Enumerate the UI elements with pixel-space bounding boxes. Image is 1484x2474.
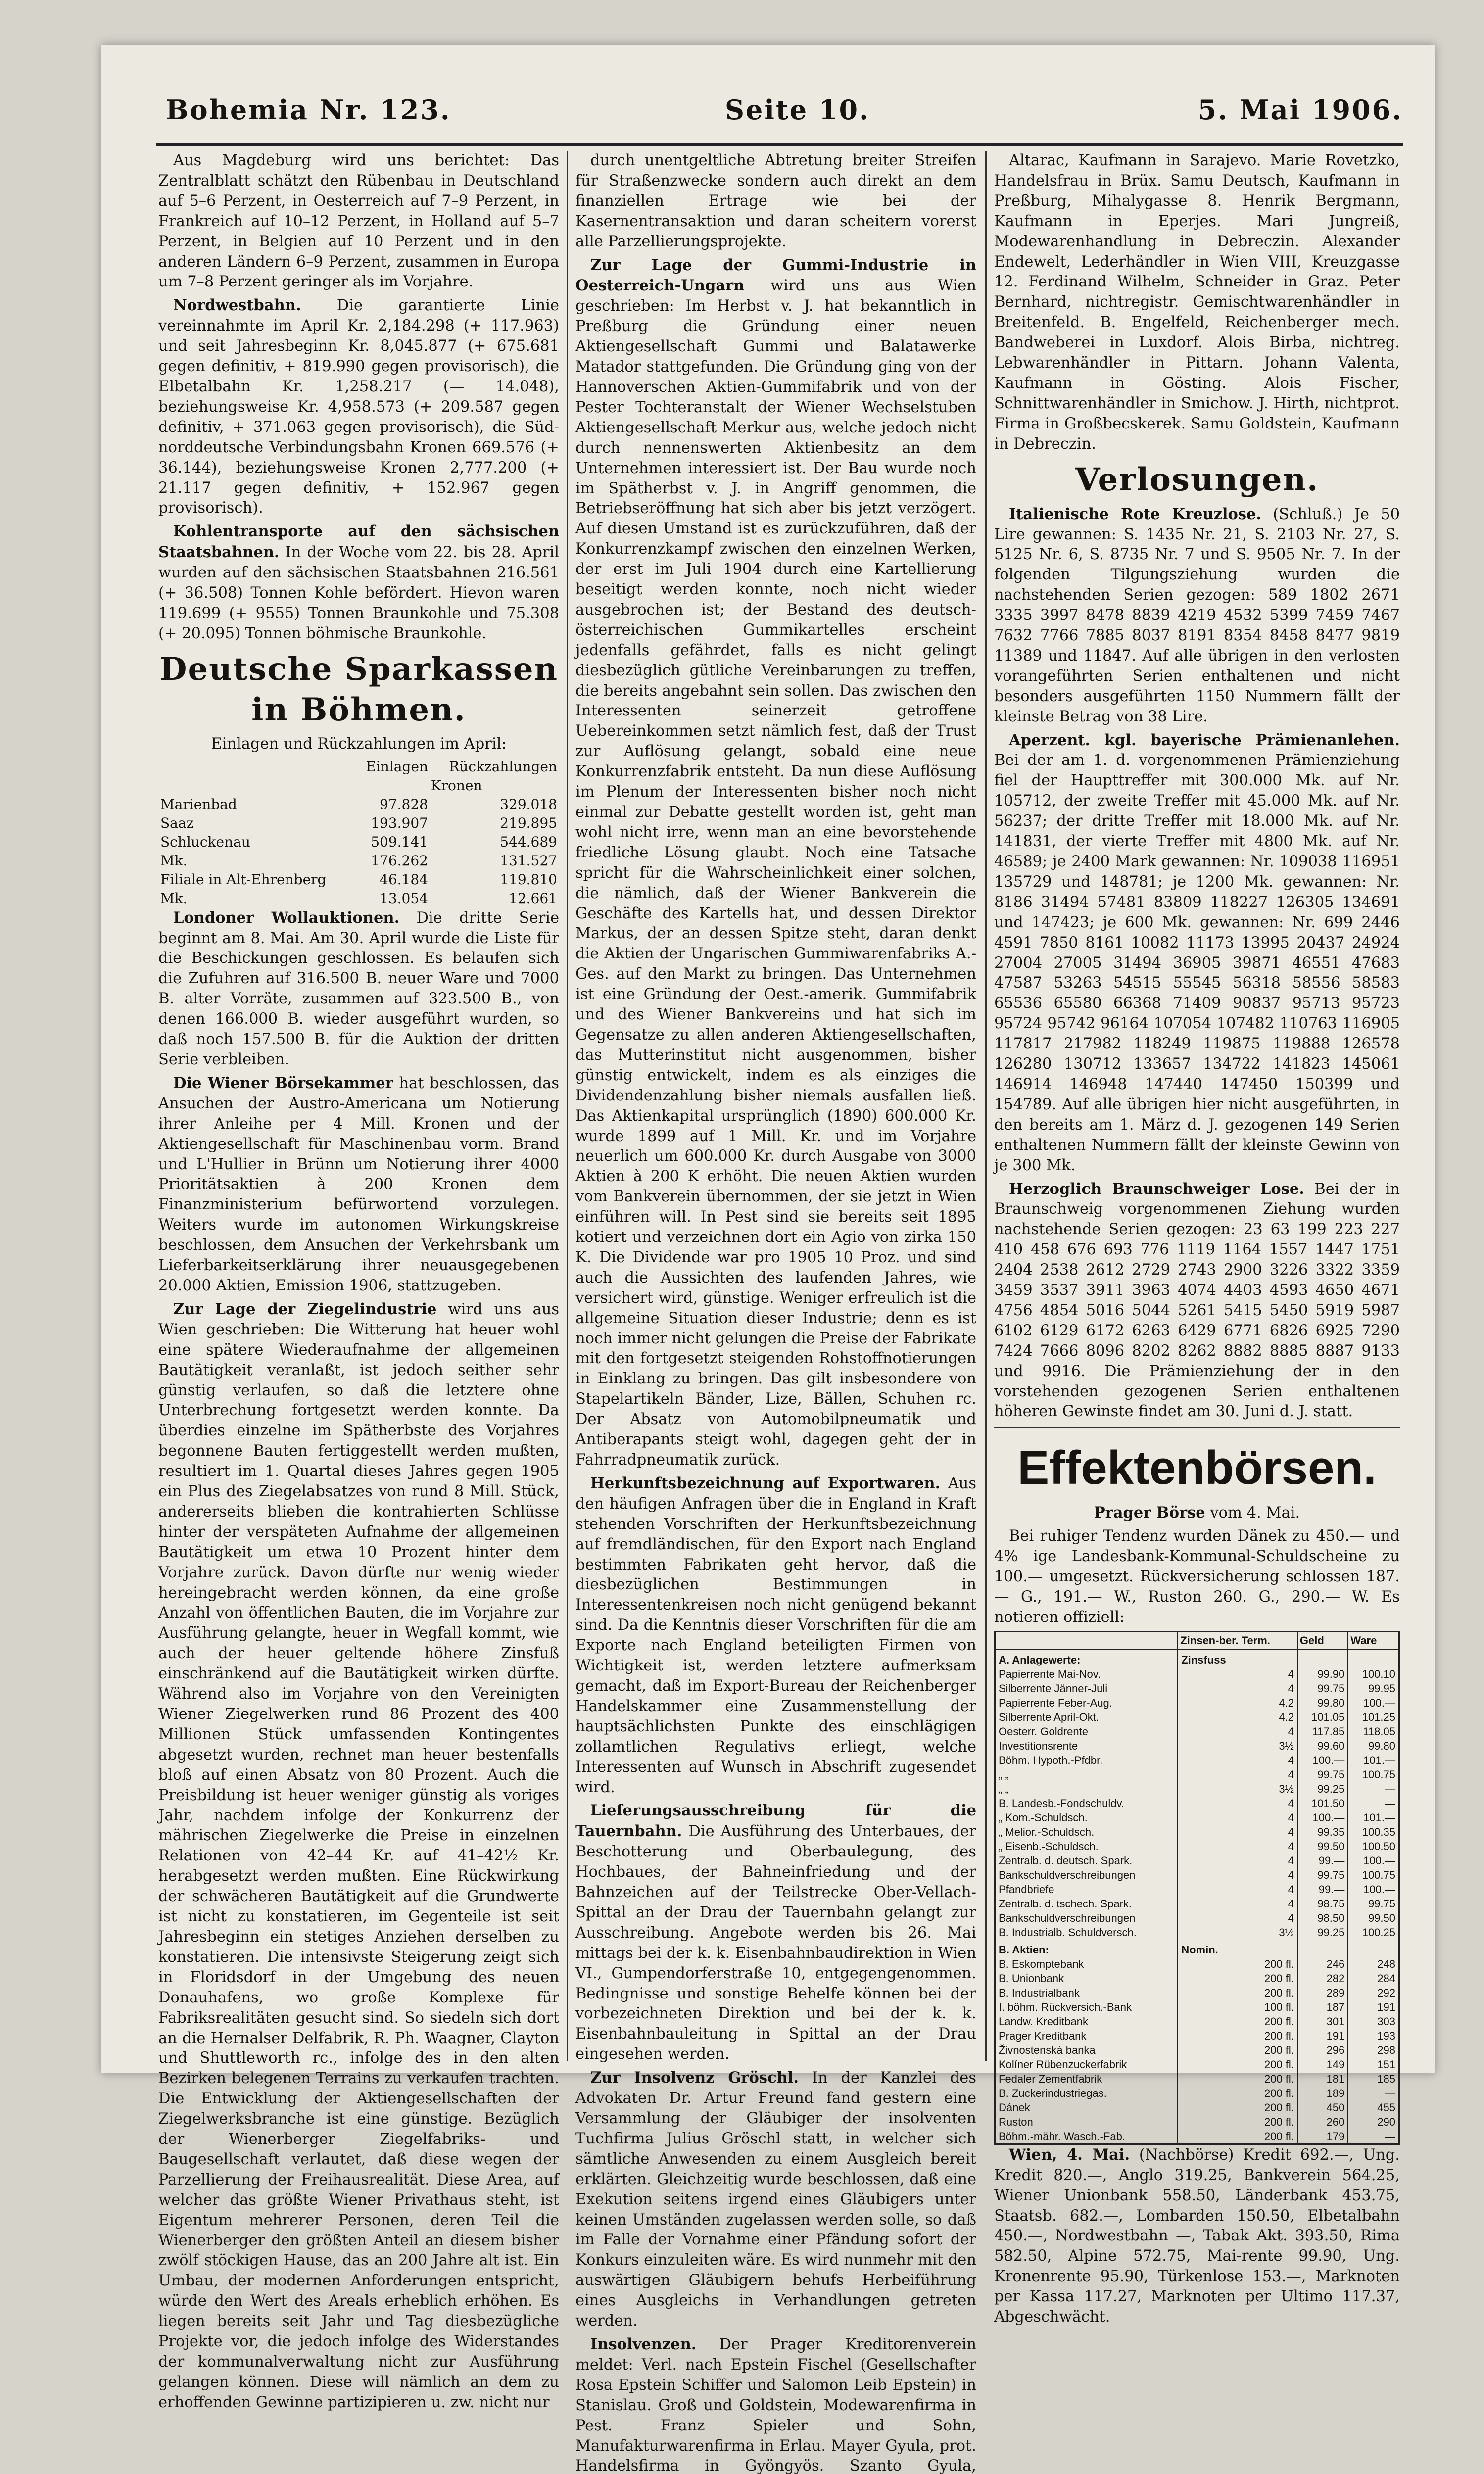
paragraph-text: Bei der in Braunschweig vorgenommenen Ziehung wurden nachstehende Serien gezogen: 23 63 199 223 227 410 458 676 693 776 1119 1164 1557 1447 1751 2404 2538 2612 2729 2743 2900 3226 3322 3359 3459 3537 3911 3963 4074 4403 4593 4650 4671 4756 4854 5016 5044 5261 5415 5450 5919 5987 6102 6129 6172 6263 6429 6771 6826 6925 7290 7424 7666 8096 8202 8262 8882 8885 8887 9133 und 9916. Die Prämienziehung der in den vorstehenden gezogenen Serien enthaltenen höheren Gewinste findet am 30. Juni d. J. statt. <box>994 1180 1400 1421</box>
col2-paragraph <box>575 255 976 1471</box>
rate: 200 fl. <box>1178 2043 1297 2057</box>
paragraph-lead: Zur Lage der Gummi-Industrie in Oesterreich-Ungarn <box>575 256 976 295</box>
row-label: Filiale in Alt-Ehrenberg <box>160 871 327 888</box>
column-header: Geld <box>1297 1631 1348 1649</box>
quote-row <box>995 1897 1399 1911</box>
paragraph-lead: Kohlentransporte auf den sächsischen Staatsbahnen. <box>158 523 559 562</box>
header-center: Seite 10. <box>725 94 870 126</box>
rate: 4 <box>1178 1911 1297 1925</box>
row-value: 97.828 <box>380 796 428 812</box>
row-label: Mk. <box>160 890 188 906</box>
quotes-table <box>994 1631 1400 2145</box>
bid: 189 <box>1297 2086 1348 2100</box>
ask: 193 <box>1348 2029 1399 2043</box>
section-title: B. Aktien: <box>995 1940 1178 1957</box>
paragraph-text: Die dritte Serie beginnt am 8. Mai. Am 30. April wurde die Liste für die Beschickungen geschlossen. Es belaufen sich die Zufuhren auf 316.500 B. neuer Ware und 7000 B. alter Vorräte, zusammen auf 323.500 B., von denen 166.000 B. wieder ausgeführt wurden, so daß noch 157.500 B. für die Auktion der dritten Serie verbleiben. <box>158 909 559 1068</box>
bid: 99.— <box>1297 1882 1348 1897</box>
security-name: Papierrente Mai-Nov. <box>995 1667 1178 1681</box>
col2-paragraph <box>575 1474 976 1798</box>
ask: 100.75 <box>1348 1767 1399 1782</box>
paragraph-text: Der Prager Kreditorenverein meldet: Verl. nach Epstein Fischel (Gesellschafter Rosa Epstein Schiffer und Salomon Leib Epstein) in Stanislau. Groß und Goldstein, Modewarenfirma in Pest. Franz Spieler und Sohn, Manufakturwarenfirma in Erlau. Mayer Gyula, prot. Handelsfirma in Gyöngyös. Szanto Gyula, <box>575 2335 976 2474</box>
section-heading: Deutsche Sparkassen in Böhmen. <box>159 650 559 728</box>
column-1 <box>158 151 560 2411</box>
quote-row <box>995 1986 1399 2000</box>
row-value: 12.661 <box>509 890 557 906</box>
security-name: Silberrente Jänner-Juli <box>995 1681 1178 1696</box>
ask: — <box>1348 1782 1399 1796</box>
header-right: 5. Mai 1906. <box>1197 94 1403 126</box>
quote-row <box>995 1810 1399 1825</box>
column-header: Zinsen-ber. Term. <box>1178 1631 1297 1649</box>
quote-row <box>995 1782 1399 1796</box>
ask: 100.10 <box>1348 1667 1399 1681</box>
column-separator-1 <box>567 151 568 2061</box>
paragraph-lead: Wien, 4. Mai. <box>1009 2145 1130 2164</box>
rate: 200 fl. <box>1178 2129 1297 2144</box>
security-name: „ Kom.-Schuldsch. <box>995 1810 1178 1825</box>
security-name: B. Zuckerindustriegas. <box>995 2086 1178 2100</box>
column-separator-2 <box>985 151 987 2061</box>
bid: 99.75 <box>1297 1681 1348 1696</box>
paragraph-text: durch unentgeltliche Abtretung breiter Streifen für Straßenzwecke sondern auch direkt an dem finanziellen Ertrage wie bei der Kasernentransaktion und daran scheitern vorerst alle Parzellierungsprojekte. <box>575 152 976 250</box>
savings-table <box>158 758 559 908</box>
ask: 100.— <box>1348 1696 1399 1710</box>
col3-end-paragraph <box>994 2145 1400 2328</box>
rate: 4 <box>1178 1854 1297 1868</box>
quote-row <box>995 2057 1399 2072</box>
ask: 191 <box>1348 2000 1399 2014</box>
rate: 4 <box>1178 1667 1297 1681</box>
security-name: Fedaler Zementfabrik <box>995 2072 1178 2086</box>
rate: 200 fl. <box>1178 2057 1297 2072</box>
quote-row <box>995 1825 1399 1839</box>
section-sub: Nomin. <box>1178 1940 1297 1957</box>
bid: 98.75 <box>1297 1897 1348 1911</box>
ask: 99.80 <box>1348 1739 1399 1753</box>
paragraph-text: Bei der am 1. d. vorgenommenen Prämienziehung fiel der Haupttreffer mit 300.000 Mk. auf Nr. 105712, der zweite Treffer mit 45.000 Mk. auf Nr. 56237; der dritte Treffer mit 18.000 Mk. auf Nr. 141831, der vierte Treffer mit 4800 Mk. auf Nr. 46589; je 2400 Mark gewannen: Nr. 109038 116951 135729 und 148781; je 1200 Mk. gewannen: Nr. 8186 31494 57481 83809 118227 126305 134691 und 147423; je 600 Mk. gewannen: Nr. 699 2446 4591 7850 8161 10082 11173 13995 20437 24924 27004 27005 31494 36905 39871 46551 47683 47587 53263 54515 55545 56318 58556 58583 65536 65580 66368 71409 90837 95713 95723 95724 95742 96164 107054 107482 110763 116905 117817 217982 118249 119875 119888 126578 126280 130712 133657 134722 141823 145061 146914 146948 147440 147450 150399 und 154789. Auf alle übrigen hier nicht ausgeführten, in den bereits am 1. März d. J. gezogenen 149 Serien enthaltenen Nummern fällt der kleinste Gewinn von je 300 Mk. <box>994 752 1400 1174</box>
table-row <box>158 870 559 889</box>
table-row <box>158 852 559 870</box>
section-row <box>995 1649 1399 1667</box>
header-rule <box>156 143 1403 146</box>
bid: 99.90 <box>1297 1667 1348 1681</box>
row-value: 176.262 <box>371 852 428 869</box>
security-name: Landw. Kreditbank <box>995 2014 1178 2029</box>
rate: 200 fl. <box>1178 1971 1297 1986</box>
ask: 100.50 <box>1348 1839 1399 1854</box>
security-name: Bankschuldverschreibungen <box>995 1868 1178 1882</box>
quote-row <box>995 1667 1399 1681</box>
quote-row <box>995 2000 1399 2014</box>
ask: 248 <box>1348 1957 1399 1971</box>
quote-row <box>995 2129 1399 2144</box>
paragraph-text: In der Woche vom 22. bis 28. April wurden auf den sächsischen Staatsbahnen 216.561 (+ 36.508) Tonnen Kohle befördert. Hievon waren 119.699 (+ 9555) Tonnen Braunkohle und 75.308 (+ 20.095) Tonnen böhmische Braunkohle. <box>158 544 559 642</box>
column-2 <box>575 151 976 2474</box>
rate: 200 fl. <box>1178 2086 1297 2100</box>
bid: 450 <box>1297 2100 1348 2115</box>
security-name: „ Melior.-Schuldsch. <box>995 1825 1178 1839</box>
paragraph-text: Aus den häufigen Anfragen über die in England in Kraft stehenden Vorschriften der Herkunftsbezeichnung auf fremdländischen, für den Export nach England bestimmten Fabrikaten geht hervor, daß die diesbezüglichen Bestimmungen in Interessentenkreisen noch nicht genügend bekannt sind. Da die Kenntnis dieser Vorschriften für die am Exporte nach England beteiligten Firmen von Wichtigkeit ist, werden letztere aufmerksam gemacht, daß im Export-Bureau der Reichenberger Handelskammer eine Zusammenstellung der hauptsächlichsten Punkte des einschlägigen zollamtlichen Regulativs erliegt, welche Interessenten auf Wunsch in Abschrift zugesendet wird. <box>575 1475 976 1796</box>
bid: 289 <box>1297 1986 1348 2000</box>
unit-label: Kronen <box>431 777 482 794</box>
rate: 4 <box>1178 1810 1297 1825</box>
ask: 101.— <box>1348 1810 1399 1825</box>
row-value: 46.184 <box>380 871 428 888</box>
security-name: B. Unionbank <box>995 1971 1178 1986</box>
col1-paragraph <box>158 1073 559 1296</box>
security-name: Dánek <box>995 2100 1178 2115</box>
security-name: Böhm.-mähr. Wasch.-Fab. <box>995 2129 1178 2144</box>
quote-row <box>995 1971 1399 1986</box>
ask: — <box>1348 2129 1399 2144</box>
paragraph-lead: Londoner Wollauktionen. <box>173 908 400 927</box>
bid: 99.— <box>1297 1854 1348 1868</box>
ask: 292 <box>1348 1986 1399 2000</box>
ask: 290 <box>1348 2115 1399 2129</box>
security-name: Ruston <box>995 2115 1178 2129</box>
col3-paragraph <box>994 504 1400 727</box>
paragraph-text: Bei ruhiger Tendenz wurden Dänek zu 450.— und 4% ige Landesbank-Kommunal-Schuldscheine zu 100.— umgesetzt. Rückversicherung schlossen 187.— G., 191.— W., Ruston 260. G., 290.— W. Es notieren offiziell: <box>994 1527 1400 1626</box>
page-header <box>166 94 1403 143</box>
ask: 100.35 <box>1348 1825 1399 1839</box>
bid: 99.25 <box>1297 1782 1348 1796</box>
paragraph-text: wird uns aus Wien geschrieben: Im Herbst v. J. hat bekanntlich in Preßburg die Gründung einer neuen Aktiengesellschaft Gummi und Balatawerke Matador stattgefunden. Die Gründung ging von der Hannoverschen Aktien-Gummifabrik und von der Pester Tochteranstalt der Wiener Wechselstuben Aktiengesellschaft Merkur aus, welche jedoch nicht durch nennenswerten Aktienbesitz an dem Unternehmen interessiert ist. Der Bau wurde noch im Spätherbst v. J. in Angriff genommen, die Betriebseröffnung hat sich aber bis jetzt verzögert. Auf diesen Umstand ist es zurückzuführen, daß der Konkurrenzkampf zwischen den einzelnen Werken, der erst im Juli 1904 durch eine Kartellierung beseitigt werden konnte, noch nicht wieder ausgebrochen ist; der Bestand des deutsch-österreichischen Gummikartelles erscheint jedenfalls gefährdet, falls es nicht gelingt diesbezüglich gütliche Vereinbarungen zu treffen, die bereits angebahnt sein sollen. Das zwischen den Interessenten seinerzeit getroffene Uebereinkommen setzt nämlich fest, daß der Trust zur Auflösung gelangt, sobald eine neue Konkurrenzfabrik entsteht. Da nun diese Auflösung im Plenum der Interessenten bisher noch nicht einmal zur Debatte gestellt worden ist, geht man wohl nicht irre, wenn man an eine bevorstehende friedliche Lösung glaubt. Noch eine Tatsache spricht für die Wahrscheinlichkeit einer solchen, die nämlich, daß der Wiener Bankverein die Geschäfte des Kartells hat, und dessen Direktor Markus, der an dessen Spitze steht, daran denkt die Aktien der Ungarischen Gummiwarenfabriks A.-Ges. auf den Markt zu bringen. Das Unternehmen ist eine Gründung der Oest.-amerik. Gummifabrik und des Wiener Bankvereins und hat sich im Gegensatze zu allen anderen Aktiengesellschaften, das Mutterinstitut nicht ausgenommen, bisher günstig entwickelt, indem es als einziges die Dividendenzahlung bisher niemals ausfallen ließ. Das Aktienkapital ursprünglich (1890) 600.000 Kr. wurde 1899 auf 1 Mill. Kr. und im Vorjahre neuerlich um 600.000 Kr. durch Ausgabe von 3000 Aktien à 200 K erhöht. Die neuen Aktien wurden vom Bankverein übernommen, der sie jetzt in Wien einführen will. In Pest sind sie bereits seit 1895 kotiert und verzeichnen dort ein Agio von zirka 150 K. Die Dividende war pro 1905 10 Proz. und sind auch die Aussichten des laufenden Jahres, wie versichert wird, günstige. Weniger erfreulich ist die allgemeine Situation dieser Industrie; denn es ist noch immer nicht gelungen die Preise der Fabrikate mit den fortgesetzt steigenden Rohstoffnotierungen in Einklang zu bringen. Das gilt insbesondere von Stapelartikeln Bänder, Lize, Bällen, Schuhen rc. Der Absatz von Automobilpneumatik und Antiberapants steigt wohl, dagegen geht der in Fahrradpneumatik zurück. <box>575 277 976 1469</box>
quote-row <box>995 1767 1399 1782</box>
row-label: Marienbad <box>160 796 237 812</box>
rate: 200 fl. <box>1178 2072 1297 2086</box>
bid: 99.50 <box>1297 1839 1348 1854</box>
security-name: „ Eisenb.-Schuldsch. <box>995 1839 1178 1854</box>
security-name: Oesterr. Goldrente <box>995 1724 1178 1739</box>
table-row <box>158 889 559 908</box>
ask: — <box>1348 1796 1399 1810</box>
column-header: Rückzahlungen <box>449 758 557 775</box>
security-name: Kolíner Rübenzuckerfabrik <box>995 2057 1178 2072</box>
paragraph-text: (Nachbörse) Kredit 692.—, Ung. Kredit 820.—, Anglo 319.25, Bankverein 564.25, Wiener Unionbank 558.50, Länderbank 453.75, Staatsb. 682.—, Lombarden 150.50, Elbetalbahn 450.—, Nordwestbahn —, Tabak Akt. 393.50, Rima 582.50, Alpine 572.75, Mai-rente 99.90, Ung. Kronenrente 95.90, Türkenlose 153.—, Marknoten per Kassa 117.27, Marknoten per Ultimo 117.37, Abgeschwächt. <box>994 2146 1400 2326</box>
security-name: B. Eskomptebank <box>995 1957 1178 1971</box>
ask: 99.50 <box>1348 1911 1399 1925</box>
rate: 200 fl. <box>1178 2100 1297 2115</box>
column-header: Einlagen <box>366 758 428 775</box>
row-label: Mk. <box>160 852 188 869</box>
col3-paragraph <box>994 1526 1400 1628</box>
table-cell <box>1297 1940 1348 1957</box>
rate: 4 <box>1178 1753 1297 1767</box>
row-value: 544.689 <box>500 833 557 850</box>
col1-paragraph <box>158 295 559 519</box>
quote-row <box>995 1739 1399 1753</box>
bid: 191 <box>1297 2029 1348 2043</box>
security-name: B. Industrialbank <box>995 1986 1178 2000</box>
col3-paragraph <box>994 730 1400 1176</box>
quote-row <box>995 2100 1399 2115</box>
row-value: 13.054 <box>380 890 428 906</box>
header-left: Bohemia Nr. 123. <box>166 94 451 126</box>
section-title: Effektenbörsen. <box>1017 1441 1377 1495</box>
bid: 149 <box>1297 2057 1348 2072</box>
bid: 301 <box>1297 2014 1348 2029</box>
quote-row <box>995 1681 1399 1696</box>
security-name: I. böhm. Rückversich.-Bank <box>995 2000 1178 2014</box>
paragraph-text: Die garantierte Linie vereinnahmte im April Kr. 2,184.298 (+ 117.963) und seit Jahresbeginn Kr. 8,045.877 (+ 675.681 gegen definitiv, + 819.990 gegen provisorisch), die Elbetalbahn Kr. 1,258.217 (— 14.048), beziehungsweise Kr. 4,958.573 (+ 209.587 gegen definitiv, + 371.063 gegen provisorisch), die Süd-norddeutsche Verbindungsbahn Kronen 669.576 (+ 36.144), beziehungsweise Kronen 2,777.200 (+ 21.117 gegen definitiv, + 152.967 gegen provisorisch). <box>158 297 559 517</box>
paragraph-lead: Herkunftsbezeichnung auf Exportwaren. <box>590 1474 941 1492</box>
section-sub: Zinsfuss <box>1178 1649 1297 1667</box>
rate: 4 <box>1178 1796 1297 1810</box>
paragraph-lead: Italienische Rote Kreuzlose. <box>1009 505 1262 523</box>
paragraph-text: hat beschlossen, das Ansuchen der Austro-Americana um Notierung ihrer Anleihe per 4 Mill. Kronen und der Aktiengesellschaft für Maschinenbau vorm. Brand und L'Hullier in Brünn um Notierung ihrer 4000 Prioritätsaktien à 200 Kronen dem Finanzministerium befürwortend vorzulegen. Weiters wurde im autonomen Wirkungskreise beschlossen, dem Ansuchen der Verkehrsbank um Lieferbarkeitserklärung ihrer neuausgegebenen 20.000 Aktien, Emission 1906, stattzugeben. <box>158 1074 559 1294</box>
rate: 100 fl. <box>1178 2000 1297 2014</box>
paragraph-text: Einlagen und Rückzahlungen im April: <box>211 735 507 753</box>
table-row <box>158 833 559 852</box>
security-name: Živnostenská banka <box>995 2043 1178 2057</box>
quote-row <box>995 2115 1399 2129</box>
security-name: Zentralb. d. deutsch. Spark. <box>995 1854 1178 1868</box>
ask: 100.— <box>1348 1882 1399 1897</box>
bid: 181 <box>1297 2072 1348 2086</box>
column-3 <box>994 151 1400 2326</box>
section-heading: Verlosungen. <box>1075 461 1319 498</box>
security-name: B. Industrialb. Schuldversch. <box>995 1925 1178 1940</box>
bid: 100.— <box>1297 1810 1348 1825</box>
rate: 4 <box>1178 1897 1297 1911</box>
quote-row <box>995 1911 1399 1925</box>
bid: 99.80 <box>1297 1696 1348 1710</box>
bid: 117.85 <box>1297 1724 1348 1739</box>
row-label: Schluckenau <box>160 833 250 850</box>
col3-paragraph <box>994 1179 1400 1423</box>
col1-paragraph <box>158 1299 559 2413</box>
quote-row <box>995 1724 1399 1739</box>
bid: 101.50 <box>1297 1796 1348 1810</box>
quote-row <box>995 2029 1399 2043</box>
section-title: A. Anlagewerte: <box>995 1649 1178 1667</box>
bid: 282 <box>1297 1971 1348 1986</box>
paragraph-lead: Prager Börse <box>1094 1504 1205 1522</box>
bid: 100.— <box>1297 1753 1348 1767</box>
bid: 101.05 <box>1297 1710 1348 1724</box>
quote-row <box>995 1710 1399 1724</box>
ask: 101.25 <box>1348 1710 1399 1724</box>
paragraph-text: wird uns aus Wien geschrieben: Die Witterung hat heuer wohl eine spätere Wiederaufnahme der allgemeinen Bautätigkeit veranlaßt, ist jedoch seither sehr günstig verlaufen, so daß die letztere ohne Unterbrechung fortgesetzt werden konnte. Da überdies einzelne im Spätherbste des Vorjahres begonnene Bauten fertiggestellt werden mußten, resultiert im 1. Quartal dieses Jahres gegen 1905 ein Plus des Ziegelabsatzes von rund 8 Mill. Stück, andererseits blieben die kontrahierten Schlüsse hinter der verspäteten Aufnahme der allgemeinen Bautätigkeit um etwa 10 Prozent hinter dem Vorjahre zurück. Davon dürfte nur wenig wieder hereingebracht werden können, da eine große Anzahl von öffentlichen Bauten, die im Vorjahre zur Ausführung gelangte, heuer in Wegfall kommt, wie auch der heuer geltende höhere Zinsfuß einschränkend auf die Bautätigkeit wirken dürfte. Während also im Vorjahre von den Vereinigten Wiener Ziegelwerken rund 86 Prozent des 400 Millionen Stück umfassenden Kontingentes abgesetzt wurden, rechnet man heuer bestenfalls bloß auf einen Absatz von 80 Prozent. Auch die Preisbildung ist heuer weniger günstig als voriges Jahr, nachdem infolge der Konkurrenz der mährischen Ziegelwerke die Preise in einzelnen Relationen von 42–44 Kr. auf 41–42½ Kr. herabgesetzt werden mußten. Eine Rückwirkung der schwächeren Bautätigkeit auf die Grundwerte ist nicht zu konstatieren, im Gegenteile ist seit Jahresbeginn ein stetiges Anziehen derselben zu konstatieren. Die intensivste Steigerung zeigt sich in Floridsdorf in der Umgebung des neuen Donauhafens, wo große Komplexe für Fabriksrealitäten gesucht sind. So siedeln sich dort an die Hernalser Delfabrik, R. Ph. Waagner, Clayton und Shuttleworth rc., infolge des in den alten Bezirken belegenen Terrains zu verkaufen trachten. Die Entwicklung der Aktiengesellschaften der Ziegelwerksbranche ist eine günstige. Bezüglich der Wienerberger Ziegelfabriks- und Baugesellschaft verlautet, daß diese wegen der Parzellierung der Freihausrealität. Diese Area, auf welcher das größte Wiener Privathaus steht, ist Eigentum mehrerer Personen, deren Teil die Wienerberger den größten Anteil an diesem bisher zwölf stöckigen Hause, das an 200 Jahre alt ist. Ein Umbau, der modernen Anforderungen entspricht, würde den Wert des Areals erheblich erhöhen. Es liegen bereits seit Jahr und Tag diesbezügliche Projekte vor, die jedoch infolge des Widerstandes der kommunalverwaltung nicht zur Ausführung gelangen können. Diese will nämlich an dem zu erhoffenden Gewinne partizipieren u. zw. nicht nur <box>158 1300 560 2411</box>
ask: 118.05 <box>1348 1724 1399 1739</box>
bid: 99.75 <box>1297 1767 1348 1782</box>
quote-row <box>995 1753 1399 1767</box>
bid: 99.25 <box>1297 1925 1348 1940</box>
quote-row <box>995 1796 1399 1810</box>
row-value: 119.810 <box>500 871 557 888</box>
ask: — <box>1348 2086 1399 2100</box>
rate: 4 <box>1178 1681 1297 1696</box>
ask: 101.— <box>1348 1753 1399 1767</box>
bid: 99.60 <box>1297 1739 1348 1753</box>
security-name: B. Landesb.-Fondschuldv. <box>995 1796 1178 1810</box>
quote-row <box>995 2086 1399 2100</box>
ask: 284 <box>1348 1971 1399 1986</box>
section-row <box>995 1940 1399 1957</box>
rate: 200 fl. <box>1178 2014 1297 2029</box>
quote-row <box>995 2043 1399 2057</box>
security-name: Investitionsrente <box>995 1739 1178 1753</box>
bid: 187 <box>1297 2000 1348 2014</box>
rate: 4 <box>1178 1825 1297 1839</box>
paragraph-lead: Nordwestbahn. <box>173 296 301 315</box>
rate: 3½ <box>1178 1739 1297 1753</box>
rate: 200 fl. <box>1178 2029 1297 2043</box>
quote-row <box>995 1957 1399 1971</box>
rate: 4 <box>1178 1882 1297 1897</box>
quote-row <box>995 1839 1399 1854</box>
row-value: 131.527 <box>500 852 557 869</box>
paragraph-text: vom 4. Mai. <box>1205 1504 1300 1522</box>
quote-row <box>995 1854 1399 1868</box>
rate: 200 fl. <box>1178 1957 1297 1971</box>
col1-paragraph <box>158 734 559 755</box>
paragraph-text: Aus Magdeburg wird uns berichtet: Das Zentralblatt schätzt den Rübenbau in Deutschland auf 5–6 Perzent, in Oesterreich auf 7–9 Perzent, in Frankreich auf 10–12 Perzent, in Holland auf 5–7 Perzent, in Belgien auf 10 Perzent und in den anderen Ländern 6–9 Perzent, zusammen in Europa um 7–8 Perzent geringer als im Vorjahre. <box>158 152 559 291</box>
rate: 200 fl. <box>1178 2115 1297 2129</box>
rate: 200 fl. <box>1178 1986 1297 2000</box>
quote-row <box>995 1696 1399 1710</box>
table-cell <box>158 758 354 776</box>
ask: 99.95 <box>1348 1681 1399 1696</box>
rate: 4.2 <box>1178 1696 1297 1710</box>
quote-row <box>995 1882 1399 1897</box>
row-value: 193.907 <box>371 814 428 831</box>
bid: 99.75 <box>1297 1868 1348 1882</box>
newspaper-page <box>101 45 1435 2474</box>
row-value: 509.141 <box>371 833 428 850</box>
paragraph-lead: Die Wiener Börsekammer <box>173 1074 393 1092</box>
ask: 100.25 <box>1348 1925 1399 1940</box>
paragraph-lead: Zur Insolvenz Gröschl. <box>590 2069 799 2087</box>
quote-row <box>995 1925 1399 1940</box>
col1-paragraph <box>158 522 559 644</box>
quote-row <box>995 2072 1399 2086</box>
ask: 100.75 <box>1348 1868 1399 1882</box>
bid: 296 <box>1297 2043 1348 2057</box>
bid: 99.35 <box>1297 1825 1348 1839</box>
paragraph-text: Altarac, Kaufmann in Sarajevo. Marie Rovetzko, Handelsfrau in Brüx. Samu Deutsch, Kaufmann in Preßburg, Mihalygasse 8. Henrik Bergmann, Kaufmann in Eperjes. Mari Jungreiß, Modewarenhandlung in Debreczin. Alexander Endewelt, Lederhändler in Wien VIII, Kreuzgasse 12. Ferdinand Wilhelm, Schneider in Graz. Peter Bernhard, nichtregistr. Gemischtwarenhändler in Breitenfeld. B. Engelfeld, Reichenberger mech. Bandweberei in Luxdorf. Alois Birba, nichtreg. Lebwarenhändler in Pittarn. Johann Valenta, Kaufmann in Gösting. Alois Fischer, Schnittwarenhändler in Smichow. J. Hirth, nichtprot. Firma in Großbecskerek. Samu Goldstein, Kaufmann in Debreczin. <box>994 152 1400 453</box>
rate: 4 <box>1178 1839 1297 1854</box>
rate: 3½ <box>1178 1925 1297 1940</box>
rate: 4 <box>1178 1724 1297 1739</box>
security-name: „ „ <box>995 1782 1178 1796</box>
security-name: Bankschuldverschreibungen <box>995 1911 1178 1925</box>
security-name: Silberrente April-Okt. <box>995 1710 1178 1724</box>
col2-paragraph <box>575 1801 976 2065</box>
table-cell <box>158 776 354 795</box>
col1-paragraph <box>158 908 559 1070</box>
col2-paragraph <box>575 2334 976 2474</box>
paragraph-lead: Lieferungsausschreibung für die Tauernbahn. <box>575 1802 976 1841</box>
col3-paragraph <box>994 1503 1400 1523</box>
col3-paragraph <box>994 151 1400 455</box>
bid: 98.50 <box>1297 1911 1348 1925</box>
ask: 298 <box>1348 2043 1399 2057</box>
bid: 260 <box>1297 2115 1348 2129</box>
paragraph-text: Die Ausführung des Unterbaues, der Beschotterung und Oberbaulegung, des Hochbaues, der Bahneinfriedung und der Bahnzeichen auf der Teilstrecke Ober-Vellach-Spittal an der Drau der Tauernbahn gelangt zur Ausschreibung. Angebote werden bis 26. Mai mittags bei der k. k. Eisenbahnbaudirektion in Wien VI., Gumpendorferstraße 10, entgegengenommen. Bedingnisse und sonstige Behelfe können bei der vorbezeichneten Direktion und bei der k. k. Eisenbahnbauleitung in Spittal an der Drau eingesehen werden. <box>575 1823 976 2063</box>
row-value: 329.018 <box>500 796 557 812</box>
security-name: Pfandbriefe <box>995 1882 1178 1897</box>
bid: 179 <box>1297 2129 1348 2144</box>
table-row <box>158 814 559 833</box>
column-header <box>995 1631 1178 1649</box>
quote-row <box>995 2014 1399 2029</box>
rate: 4.2 <box>1178 1710 1297 1724</box>
rate: 4 <box>1178 1868 1297 1882</box>
ask: 99.75 <box>1348 1897 1399 1911</box>
ask: 455 <box>1348 2100 1399 2115</box>
col2-paragraph <box>575 151 976 252</box>
security-name: „ „ <box>995 1767 1178 1782</box>
paragraph-lead: Herzoglich Braunschweiger Lose. <box>1009 1180 1304 1198</box>
col1-paragraph <box>158 151 559 292</box>
divider <box>994 1427 1400 1428</box>
ask: 151 <box>1348 2057 1399 2072</box>
row-label: Saaz <box>160 814 194 831</box>
paragraph-text: (Schluß.) Je 50 Lire gewannen: S. 1435 Nr. 21, S. 2103 Nr. 27, S. 5125 Nr. 6, S. 8735 Nr. 7 und S. 9505 Nr. 7. In der folgenden Tilgungsziehung wurden die nachstehenden Serien gezogen: 589 1802 2671 3335 3997 8478 8839 4219 4532 5399 7459 7467 7632 7766 7885 8037 8191 8354 8458 8477 9819 11389 und 11847. Auf alle übrigen in den verlosten vorangeführten Serien enthaltenen und nicht besonders ausgeführten 1150 Nummern fällt der kleinste Betrag von 38 Lire. <box>994 505 1400 725</box>
security-name: Zentralb. d. tschech. Spark. <box>995 1897 1178 1911</box>
table-row <box>158 795 559 814</box>
security-name: Böhm. Hypoth.-Pfdbr. <box>995 1753 1178 1767</box>
security-name: Prager Kreditbank <box>995 2029 1178 2043</box>
security-name: Papierrente Feber-Aug. <box>995 1696 1178 1710</box>
ask: 100.— <box>1348 1854 1399 1868</box>
row-value: 219.895 <box>500 814 557 831</box>
ask: 185 <box>1348 2072 1399 2086</box>
table-cell <box>1297 1649 1348 1667</box>
table-cell <box>1348 1649 1399 1667</box>
column-header: Ware <box>1348 1631 1399 1649</box>
rate: 4 <box>1178 1767 1297 1782</box>
table-cell <box>1348 1940 1399 1957</box>
rate: 3½ <box>1178 1782 1297 1796</box>
col2-paragraph <box>575 2068 976 2331</box>
paragraph-text: In der Kanzlei des Advokaten Dr. Artur Freund fand gestern eine Versammlung der Gläubiger der insolventen Tuchfirma Julius Gröschl statt, in welcher sich sämtliche Anwesenden zu einem Ausgleich bereit erklärten. Gleichzeitig wurde beschlossen, daß eine Exekution seitens irgend eines Gläubigers unter keinen Umständen zugelassen werden solle, so daß im Falle der Vornahme einer Pfändung sofort der Konkurs einzuleiten wäre. Es wird nunmehr mit den auswärtigen Gläubigern behufs Herbeiführung eines Ausgleichs in Verhandlungen getreten werden. <box>575 2069 976 2330</box>
ask: 303 <box>1348 2014 1399 2029</box>
paragraph-lead: Insolvenzen. <box>590 2335 697 2353</box>
paragraph-lead: Aperzent. kgl. bayerische Prämienanlehen. <box>1009 731 1400 749</box>
bid: 246 <box>1297 1957 1348 1971</box>
paragraph-lead: Zur Lage der Ziegelindustrie <box>173 1300 437 1318</box>
quote-row <box>995 1868 1399 1882</box>
